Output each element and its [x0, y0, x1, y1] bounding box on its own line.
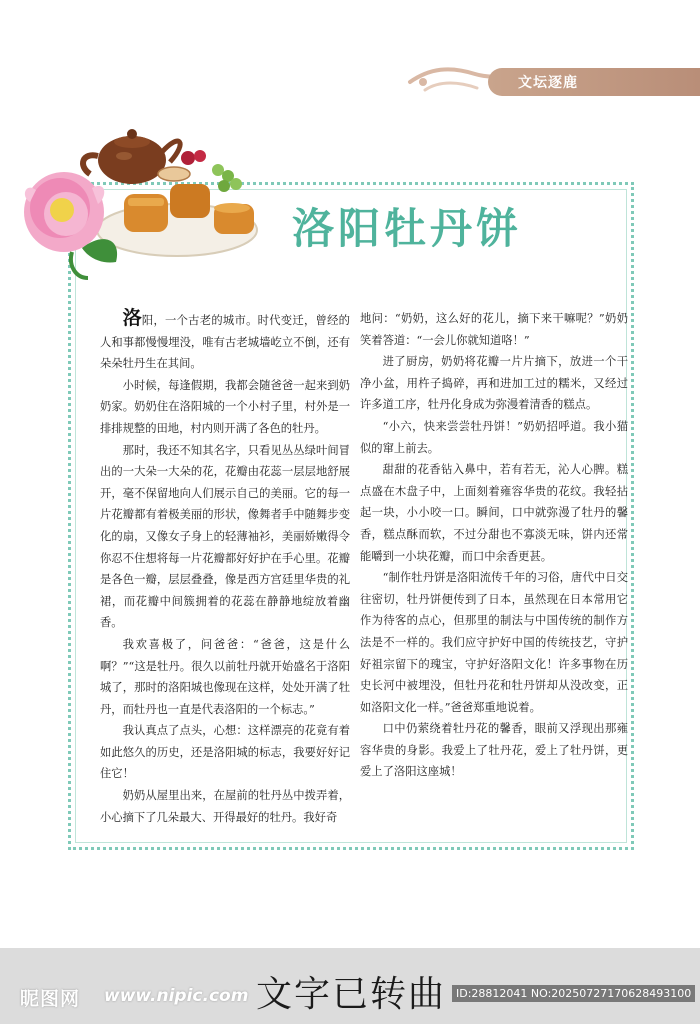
paragraph-6: 奶奶从屋里出来，在屋前的牡丹丛中拨弄着，小心摘下了几朵最大、开得最好的牡丹。我好奇 — [100, 789, 350, 824]
watermark-id: ID:28812041 NO:20250727170628493100 — [452, 985, 695, 1002]
article-title: 洛阳牡丹饼 — [292, 204, 523, 253]
article-column-left — [100, 308, 350, 828]
section-label: 文坛逐鹿 — [518, 75, 578, 91]
paragraph-11: 口中仍萦绕着牡丹花的馨香，眼前又浮现出那雍容华贵的身影。我爱上了牡丹花，爱上了牡丹饼，更爱上了洛阳这座城！ — [360, 722, 628, 779]
article-column-right — [360, 308, 628, 783]
paragraph-3: 那时，我还不知其名字，只看见丛丛绿叶间冒出的一大朵一大朵的花，花瓣由花蕊一层层地舒展开，毫不保留地向人们展示自己的美丽。它的每一片花瓣都有着极美丽的形状，像舞者手中随舞步变化的扇，又像女子身上的轻薄袖衫，美丽娇嫩得令你忍不住想将每一片花瓣都好好护在手心里。花瓣是各色一瓣，层层叠叠，像是西方宫廷里华贵的礼裙，而花瓣中间簇拥着的花蕊在静静地绽放着幽香。 — [100, 443, 350, 630]
outline-notice: 文字已转曲 — [256, 974, 447, 1015]
watermark-url: www.nipic.com — [104, 986, 249, 1006]
paragraph-7: 进了厨房，奶奶将花瓣一片片摘下，放进一个干净小盆，用杵子捣碎，再和进加工过的糯米，又经过许多道工序，牡丹化身成为弥漫着清香的糕点。 — [360, 355, 628, 412]
drop-cap: 洛 — [122, 307, 142, 329]
section-ribbon — [488, 68, 700, 96]
paragraph-6-continued: 地问：“奶奶，这么好的花儿，摘下来干嘛呢？”奶奶笑着答道：“一会儿你就知道咯！” — [360, 312, 628, 347]
peony-flower-icon — [24, 172, 104, 252]
watermark-logo: 昵图网 — [20, 988, 81, 1010]
paragraph-9: 甜甜的花香钻入鼻中，若有若无，沁人心脾。糕点盛在木盘子中，上面刻着雍容华贵的花纹。我轻拈起一块，小小咬一口。瞬间，口中就弥漫了牡丹的馨香，糕点酥而软，不过分甜也不寡淡无味，饼内还常能嚼到一小块花瓣，而口中余香更甚。 — [360, 463, 628, 563]
paragraph-5: 我认真点了点头，心想：这样漂亮的花竟有着如此悠久的历史，还是洛阳城的标志，我要好好记住它！ — [100, 724, 350, 781]
paragraph-1: 洛阳，一个古老的城市。时代变迁，曾经的人和事都慢慢埋没，唯有古老城墙屹立不倒，还有朵朵牡丹生在其间。 — [100, 307, 350, 371]
paragraph-10: “制作牡丹饼是洛阳流传千年的习俗，唐代中日交往密切，牡丹饼便传到了日本，虽然现在日本常用它作为待客的点心，但那里的制法与中国传统的制作方法是不一样的。我们应守护好中国的传统技艺，守护好祖宗留下的瑰宝，守护好洛阳文化！许多事物在历史长河中被埋没，但牡丹花和牡丹饼却从没改变，正如洛阳文化一样。”爸爸郑重地说着。 — [360, 571, 628, 714]
peony-mooncake-illustration — [12, 112, 272, 282]
paragraph-2: 小时候，每逢假期，我都会随爸爸一起来到奶奶家。奶奶住在洛阳城的一个小村子里，村外是一排排规整的田地，村内则开满了各色的牡丹。 — [100, 378, 350, 435]
paragraph-4: 我欢喜极了，问爸爸：“爸爸，这是什么啊？”“这是牡丹。很久以前牡丹就开始盛名于洛阳城了，那时的洛阳城也像现在这样，处处开满了牡丹，而牡丹也一直是代表洛阳的一个标志。” — [100, 637, 350, 716]
paragraph-8: “小六，快来尝尝牡丹饼！”奶奶招呼道。我小猫似的窜上前去。 — [360, 419, 628, 455]
